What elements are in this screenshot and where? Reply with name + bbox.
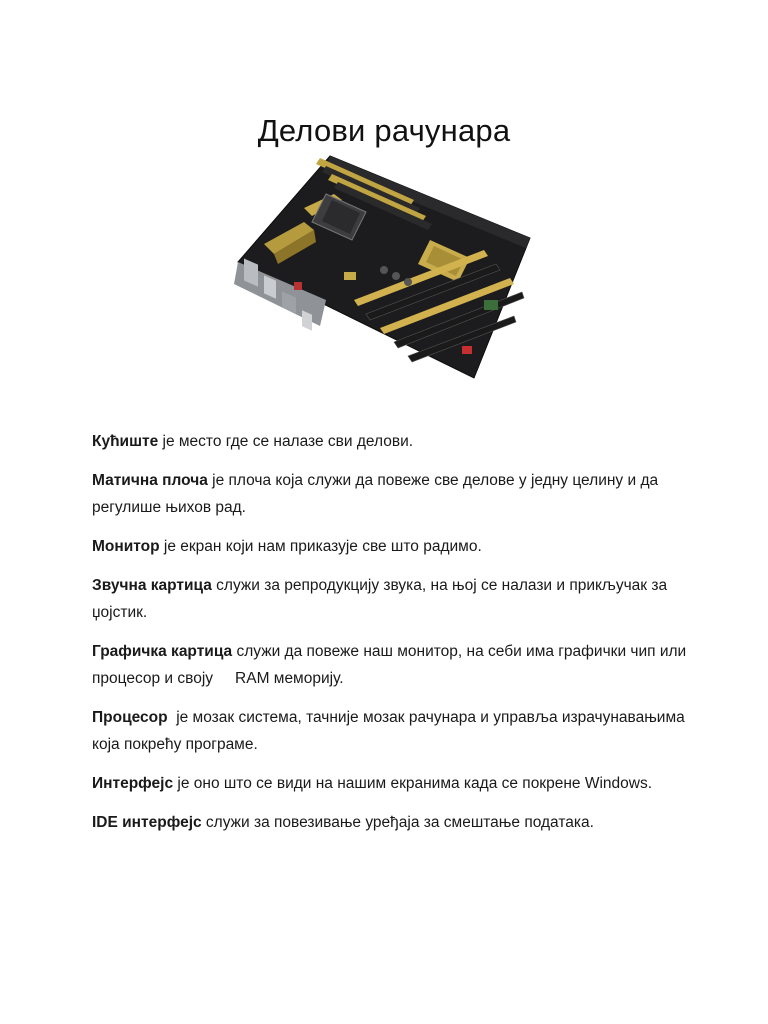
definition-kuciste: је место где се налазе сви делови. [158, 433, 414, 450]
term-kuciste: Кућиште [92, 433, 159, 450]
paragraph-interfejs [92, 770, 692, 797]
term-maticna-ploca: Матична плоча [92, 472, 208, 489]
definition-monitor: је екран који нам приказује све што радимо. [159, 538, 482, 555]
term-interfejs: Интерфејс [92, 775, 174, 792]
definition-zvucna-kartica: служи за репродукцију звука, на њој се налази и прикључак за џојстик. [92, 577, 668, 621]
paragraph-zvucna-kartica [92, 572, 692, 626]
paragraph-graficka-kartica [92, 638, 692, 692]
definition-maticna-ploca: је плоча која служи да повеже све делове у једну целину и да регулише њихов рад. [92, 472, 659, 516]
paragraph-maticna-ploca [92, 467, 692, 521]
paragraph-kuciste [92, 428, 692, 455]
paragraph-procesor [92, 704, 692, 758]
definition-ide-interfejs: служи за повезивање уређаја за смештање података. [201, 814, 594, 831]
term-ide-interfejs: IDE интерфејс [92, 814, 202, 831]
term-procesor: Процесор [92, 709, 168, 726]
definition-graficka-kartica: служи да повеже наш монитор, на себи има графички чип или процесор и своју [92, 643, 687, 687]
term-monitor: Монитор [92, 538, 160, 555]
definition-graficka-kartica-ram: RAM меморију. [235, 670, 344, 687]
term-zvucna-kartica: Звучна картица [92, 577, 212, 594]
motherboard-image [234, 150, 534, 382]
definition-interfejs: је оно што се види на нашим екранима када се покрене Windows. [173, 775, 653, 792]
paragraph-ide-interfejs [92, 809, 692, 836]
definition-procesor: је мозак система, тачније мозак рачунара и управља израчунавањима која покрећу програме. [92, 709, 690, 753]
page-title: Делови рачунара [257, 112, 511, 148]
paragraph-monitor [92, 533, 692, 560]
document-body [92, 428, 692, 848]
term-graficka-kartica: Графичка картица [92, 643, 233, 660]
